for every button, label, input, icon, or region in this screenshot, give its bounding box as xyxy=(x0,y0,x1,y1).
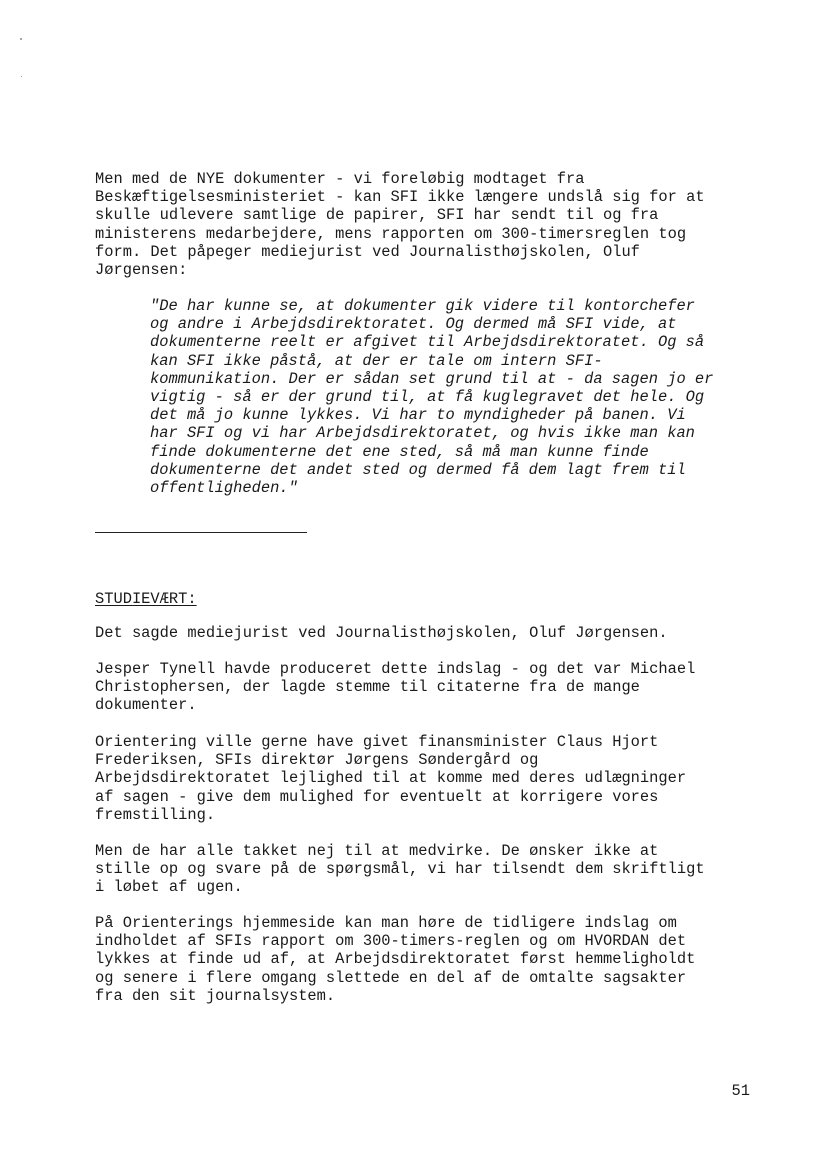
scan-speck xyxy=(21,76,22,77)
paragraph: Men de har alle takket nej til at medvirke. De ønsker ikke at stille op og svare på de spørgsmål, vi har tilsendt dem skriftligt i løbet af ugen. xyxy=(95,842,705,897)
paragraph: Orientering ville gerne have givet finansminister Claus Hjort Frederiksen, SFIs direktør Jørgens Søndergård og Arbejdsdirektoratet lejlighed til at komme med deres udlægninger af sagen - give dem mulighed for eventuelt at korrigere vores fremstilling. xyxy=(95,733,687,824)
block-quote: "De har kunne se, at dokumenter gik videre til kontorchefer og andre i Arbejdsdirektoratet. Og dermed må SFI vide, at dokumenterne reelt er afgivet til Arbejdsdirektoratet. Og så kan SFI ikke påstå, at der er tale om intern SFI- kommunikation. Der er sådan set grund til at - da sagen jo er vigtig - så er der grund til, at få kuglegravet det hele. Og det må jo kunne lykkes. Vi har to myndigheder på banen. Vi har SFI og vi har Arbejdsdirektoratet, og hvis ikke man kan finde dokumenterne det ene sted, så må man kunne finde dokumenterne det andet sted og dermed få dem lagt frem til offentligheden." xyxy=(150,297,714,498)
section-divider xyxy=(95,532,307,533)
paragraph: På Orienterings hjemmeside kan man høre de tidligere indslag om indholdet af SFIs rapport om 300-timers-reglen og om HVORDAN det lykkes at finde ud af, at Arbejdsdirektoratet først hemmeligholdt og senere i flere omgang slettede en del af de omtalte sagsakter fra den sit journalsystem. xyxy=(95,914,696,1005)
intro-paragraph: Men med de NYE dokumenter - vi foreløbig modtaget fra Beskæftigelsesministeriet - kan SFI ikke længere undslå sig for at skulle udlevere samtlige de papirer, SFI har sendt til og fra ministerens medarbejdere, mens rapporten om 300-timersreglen tog form. Det påpeger mediejurist ved Journalisthøjskolen, Oluf Jørgensen: xyxy=(95,170,705,280)
scan-speck xyxy=(20,38,22,40)
section-heading: STUDIEVÆRT: xyxy=(95,590,197,608)
page-number: 51 xyxy=(731,1082,750,1100)
paragraph: Jesper Tynell havde produceret dette indslag - og det var Michael Christophersen, der lagde stemme til citaterne fra de mange dokumenter. xyxy=(95,660,696,715)
paragraph: Det sagde mediejurist ved Journalisthøjskolen, Oluf Jørgensen. xyxy=(95,624,668,642)
